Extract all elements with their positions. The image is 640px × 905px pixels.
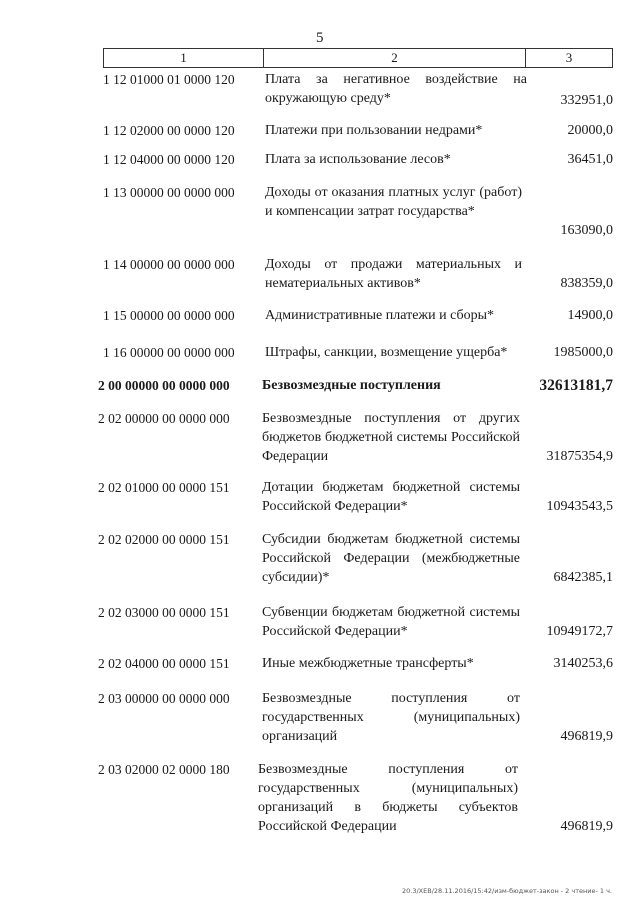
row-amount: 31875354,9 <box>546 449 613 464</box>
row-description: Дотации бюджетам бюджетной системы Российской Федерации* <box>262 480 520 514</box>
row-code: 2 02 02000 00 0000 151 <box>98 532 230 547</box>
row-code: 1 16 00000 00 0000 000 <box>103 345 235 360</box>
row-amount: 838359,0 <box>560 276 613 291</box>
row-code: 2 02 01000 00 0000 151 <box>98 480 230 495</box>
row-amount: 496819,9 <box>560 729 613 744</box>
row-code: 2 03 00000 00 0000 000 <box>98 691 230 706</box>
row-amount: 14900,0 <box>567 308 613 323</box>
row-description: Безвозмездные поступления от государственных (муниципальных) организаций в бюджеты субъектов Российской Федерации <box>258 762 518 834</box>
row-code: 1 13 00000 00 0000 000 <box>103 185 235 200</box>
row-amount: 332951,0 <box>560 93 613 108</box>
row-description: Доходы от продажи материальных и нематериальных активов* <box>265 257 522 291</box>
row-amount: 163090,0 <box>560 223 613 238</box>
row-amount: 496819,9 <box>560 819 613 834</box>
row-description: Доходы от оказания платных услуг (работ) и компенсации затрат государства* <box>265 185 522 219</box>
row-amount: 36451,0 <box>567 152 613 167</box>
row-code: 2 00 00000 00 0000 000 <box>98 378 230 393</box>
row-amount: 3140253,6 <box>553 656 613 671</box>
row-code: 1 12 04000 00 0000 120 <box>103 152 235 167</box>
row-description: Штрафы, санкции, возмещение ущерба* <box>265 345 508 360</box>
row-code: 2 02 04000 00 0000 151 <box>98 656 230 671</box>
row-code: 2 03 02000 02 0000 180 <box>98 762 230 777</box>
column-header-name: 2 <box>264 49 526 67</box>
row-code: 2 02 00000 00 0000 000 <box>98 411 230 426</box>
row-amount: 20000,0 <box>567 123 613 138</box>
row-description: Безвозмездные поступления от государственных (муниципальных) организаций <box>262 691 520 744</box>
table-header <box>103 48 613 68</box>
row-code: 1 15 00000 00 0000 000 <box>103 308 235 323</box>
row-description: Платежи при пользовании недрами* <box>265 123 483 138</box>
footer-stamp: 20.3/ХЕВ/28.11.2016/15:42/изм-бюджет-закон - 2 чтение- 1 ч. <box>402 887 612 895</box>
row-amount: 32613181,7 <box>539 377 613 394</box>
row-code: 2 02 03000 00 0000 151 <box>98 605 230 620</box>
page-number: 5 <box>316 30 324 46</box>
row-description: Субсидии бюджетам бюджетной системы Российской Федерации (межбюджетные субсидии)* <box>262 532 520 585</box>
row-description: Административные платежи и сборы* <box>265 308 494 323</box>
row-code: 1 12 01000 01 0000 120 <box>103 72 235 87</box>
row-description: Плата за использование лесов* <box>265 152 451 167</box>
row-code: 1 14 00000 00 0000 000 <box>103 257 235 272</box>
row-description: Безвозмездные поступления от других бюджетов бюджетной системы Российской Федерации <box>262 411 520 464</box>
row-amount: 10943543,5 <box>546 499 613 514</box>
row-description: Иные межбюджетные трансферты* <box>262 656 474 671</box>
row-description: Безвозмездные поступления <box>262 378 441 393</box>
column-header-amount: 3 <box>565 50 573 65</box>
row-amount: 6842385,1 <box>553 570 613 585</box>
column-header-code: 1 <box>104 49 264 67</box>
row-description: Субвенции бюджетам бюджетной системы Российской Федерации* <box>262 605 520 639</box>
row-amount: 10949172,7 <box>546 624 613 639</box>
row-amount: 1985000,0 <box>553 345 613 360</box>
row-description: Плата за негативное воздействие на окружающую среду* <box>265 72 527 106</box>
row-code: 1 12 02000 00 0000 120 <box>103 123 235 138</box>
